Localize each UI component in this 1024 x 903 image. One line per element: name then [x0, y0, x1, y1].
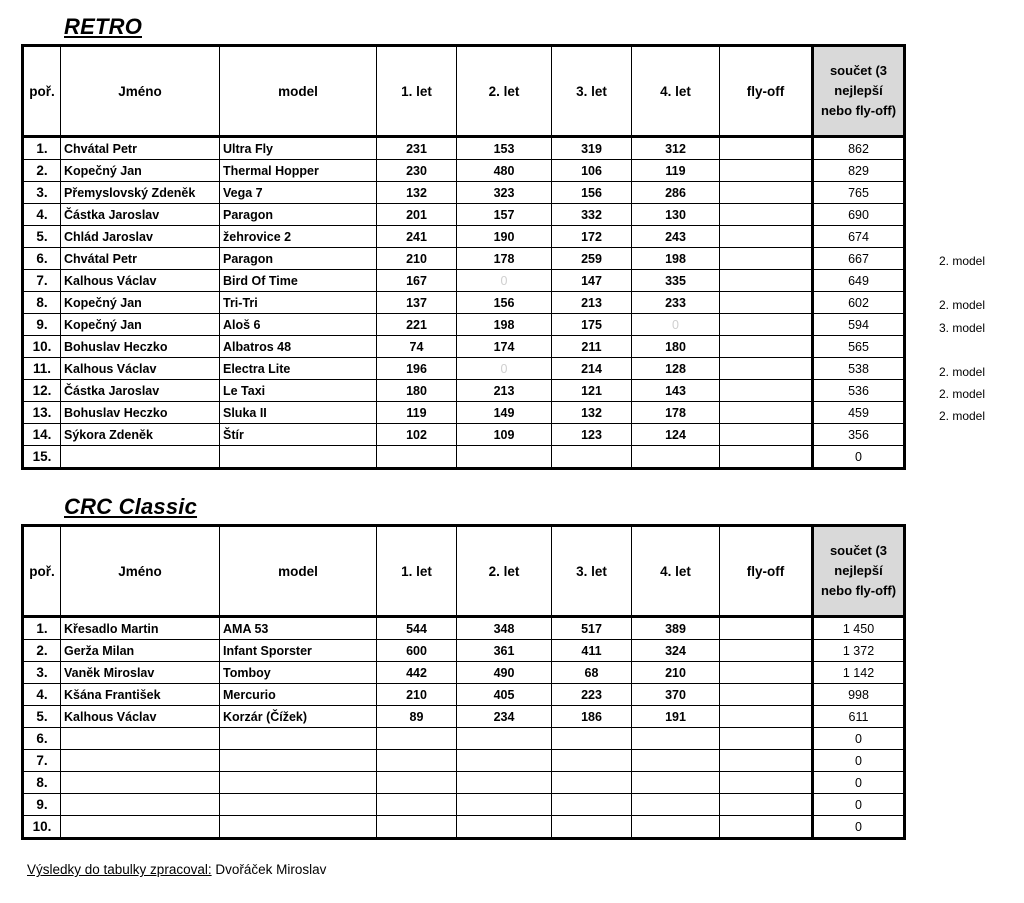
table-row	[23, 402, 905, 424]
flight-4-cell: 312	[632, 137, 720, 160]
column-header: model	[220, 526, 377, 617]
flight-3-cell: 156	[552, 182, 632, 204]
total-cell: 0	[813, 728, 905, 750]
total-cell: 0	[813, 446, 905, 469]
flight-3-cell: 68	[552, 662, 632, 684]
flight-1-cell: 201	[377, 204, 457, 226]
table-row	[23, 204, 905, 226]
name-cell	[61, 750, 220, 772]
fly-off-cell	[720, 314, 813, 336]
fly-off-cell	[720, 292, 813, 314]
flight-3-cell: 132	[552, 402, 632, 424]
flight-1-cell: 167	[377, 270, 457, 292]
fly-off-cell	[720, 336, 813, 358]
fly-off-cell	[720, 248, 813, 270]
rank-cell: 9.	[23, 794, 61, 816]
total-cell: 459	[813, 402, 905, 424]
name-cell: Bohuslav Heczko	[61, 336, 220, 358]
model-cell	[220, 446, 377, 469]
flight-4-cell: 178	[632, 402, 720, 424]
name-cell: Kalhous Václav	[61, 706, 220, 728]
column-header: součet (3 nejlepší nebo fly-off)	[813, 526, 905, 617]
flight-2-cell: 348	[457, 617, 552, 640]
model-cell	[220, 794, 377, 816]
footer	[27, 862, 326, 877]
footer-author: Dvořáček Miroslav	[215, 862, 327, 877]
flight-1-cell	[377, 446, 457, 469]
flight-4-cell	[632, 728, 720, 750]
fly-off-cell	[720, 816, 813, 839]
flight-1-cell: 89	[377, 706, 457, 728]
column-header: Jméno	[61, 526, 220, 617]
table-row	[23, 617, 905, 640]
model-cell	[220, 750, 377, 772]
retro-results-table	[21, 44, 906, 470]
column-header: 2. let	[457, 46, 552, 137]
model-cell: Electra Lite	[220, 358, 377, 380]
fly-off-cell	[720, 137, 813, 160]
flight-2-cell: 405	[457, 684, 552, 706]
flight-1-cell: 210	[377, 684, 457, 706]
flight-3-cell: 147	[552, 270, 632, 292]
model-note: 2. model	[939, 298, 986, 313]
model-note: 2. model	[939, 365, 986, 379]
total-cell: 1 372	[813, 640, 905, 662]
table-row	[23, 226, 905, 248]
fly-off-cell	[720, 182, 813, 204]
flight-3-cell	[552, 772, 632, 794]
flight-2-cell: 323	[457, 182, 552, 204]
flight-2-cell	[457, 750, 552, 772]
rank-cell: 14.	[23, 424, 61, 446]
fly-off-cell	[720, 794, 813, 816]
fly-off-cell	[720, 446, 813, 469]
rank-cell: 10.	[23, 816, 61, 839]
flight-1-cell	[377, 816, 457, 839]
name-cell	[61, 794, 220, 816]
model-cell: Tri-Tri	[220, 292, 377, 314]
table-row	[23, 728, 905, 750]
fly-off-cell	[720, 728, 813, 750]
name-cell	[61, 816, 220, 839]
flight-3-cell: 172	[552, 226, 632, 248]
table-row	[23, 314, 905, 336]
name-cell: Kopečný Jan	[61, 160, 220, 182]
model-cell: Mercurio	[220, 684, 377, 706]
flight-3-cell: 121	[552, 380, 632, 402]
table-row	[23, 446, 905, 469]
name-cell: Kšána František	[61, 684, 220, 706]
total-cell: 862	[813, 137, 905, 160]
total-cell: 690	[813, 204, 905, 226]
flight-4-cell: 0	[632, 314, 720, 336]
total-cell: 0	[813, 794, 905, 816]
total-cell: 594	[813, 314, 905, 336]
flight-2-cell: 153	[457, 137, 552, 160]
rank-cell: 3.	[23, 662, 61, 684]
flight-1-cell: 132	[377, 182, 457, 204]
model-note: 2. model	[939, 409, 986, 424]
flight-4-cell: 124	[632, 424, 720, 446]
flight-2-cell: 178	[457, 248, 552, 270]
flight-3-cell	[552, 446, 632, 469]
fly-off-cell	[720, 402, 813, 424]
flight-1-cell: 231	[377, 137, 457, 160]
name-cell: Gerža Milan	[61, 640, 220, 662]
flight-2-cell	[457, 772, 552, 794]
fly-off-cell	[720, 706, 813, 728]
rank-cell: 7.	[23, 750, 61, 772]
flight-2-cell: 190	[457, 226, 552, 248]
rank-cell: 7.	[23, 270, 61, 292]
rank-cell: 13.	[23, 402, 61, 424]
fly-off-cell	[720, 617, 813, 640]
flight-1-cell: 196	[377, 358, 457, 380]
flight-3-cell: 175	[552, 314, 632, 336]
flight-3-cell: 411	[552, 640, 632, 662]
flight-4-cell: 370	[632, 684, 720, 706]
fly-off-cell	[720, 204, 813, 226]
column-header: poř.	[23, 526, 61, 617]
fly-off-cell	[720, 270, 813, 292]
flight-1-cell	[377, 772, 457, 794]
total-cell: 649	[813, 270, 905, 292]
total-cell: 602	[813, 292, 905, 314]
flight-1-cell	[377, 728, 457, 750]
flight-2-cell: 109	[457, 424, 552, 446]
flight-1-cell: 137	[377, 292, 457, 314]
total-cell: 674	[813, 226, 905, 248]
table-row	[23, 160, 905, 182]
flight-2-cell: 0	[457, 358, 552, 380]
column-header: Jméno	[61, 46, 220, 137]
total-cell: 565	[813, 336, 905, 358]
flight-4-cell	[632, 794, 720, 816]
flight-1-cell: 241	[377, 226, 457, 248]
name-cell: Vaněk Miroslav	[61, 662, 220, 684]
flight-2-cell: 156	[457, 292, 552, 314]
total-cell: 536	[813, 380, 905, 402]
fly-off-cell	[720, 750, 813, 772]
fly-off-cell	[720, 424, 813, 446]
rank-cell: 15.	[23, 446, 61, 469]
crc-classic-title: CRC Classic	[64, 494, 198, 519]
name-cell: Kopečný Jan	[61, 314, 220, 336]
rank-cell: 3.	[23, 182, 61, 204]
model-cell: Albatros 48	[220, 336, 377, 358]
rank-cell: 12.	[23, 380, 61, 402]
column-header: 4. let	[632, 526, 720, 617]
flight-4-cell	[632, 772, 720, 794]
fly-off-cell	[720, 160, 813, 182]
name-cell: Chlád Jaroslav	[61, 226, 220, 248]
table-row	[23, 750, 905, 772]
table-row	[23, 137, 905, 160]
total-cell: 1 142	[813, 662, 905, 684]
flight-2-cell: 0	[457, 270, 552, 292]
flight-3-cell: 332	[552, 204, 632, 226]
rank-cell: 1.	[23, 137, 61, 160]
model-cell: Paragon	[220, 248, 377, 270]
rank-cell: 5.	[23, 706, 61, 728]
model-cell	[220, 772, 377, 794]
flight-3-cell: 223	[552, 684, 632, 706]
flight-2-cell	[457, 446, 552, 469]
total-cell: 611	[813, 706, 905, 728]
total-cell: 0	[813, 816, 905, 839]
flight-3-cell: 186	[552, 706, 632, 728]
rank-cell: 6.	[23, 248, 61, 270]
model-cell: Štír	[220, 424, 377, 446]
flight-4-cell	[632, 750, 720, 772]
name-cell: Přemyslovský Zdeněk	[61, 182, 220, 204]
name-cell	[61, 772, 220, 794]
flight-2-cell: 234	[457, 706, 552, 728]
name-cell: Chvátal Petr	[61, 137, 220, 160]
model-cell: Korzár (Čížek)	[220, 706, 377, 728]
flight-4-cell	[632, 816, 720, 839]
footer-label: Výsledky do tabulky zpracoval:	[27, 862, 212, 877]
column-header: 1. let	[377, 526, 457, 617]
retro-title: RETRO	[64, 14, 142, 39]
fly-off-cell	[720, 640, 813, 662]
column-header: součet (3 nejlepší nebo fly-off)	[813, 46, 905, 137]
flight-1-cell: 600	[377, 640, 457, 662]
table-row	[23, 270, 905, 292]
flight-2-cell: 149	[457, 402, 552, 424]
rank-cell: 9.	[23, 314, 61, 336]
flight-4-cell: 119	[632, 160, 720, 182]
name-cell: Křesadlo Martin	[61, 617, 220, 640]
flight-2-cell	[457, 816, 552, 839]
flight-3-cell	[552, 750, 632, 772]
flight-1-cell: 119	[377, 402, 457, 424]
flight-4-cell: 130	[632, 204, 720, 226]
flight-4-cell: 324	[632, 640, 720, 662]
model-cell	[220, 816, 377, 839]
model-cell: Thermal Hopper	[220, 160, 377, 182]
column-header: poř.	[23, 46, 61, 137]
flight-3-cell: 319	[552, 137, 632, 160]
total-cell: 1 450	[813, 617, 905, 640]
model-cell: AMA 53	[220, 617, 377, 640]
column-header: 1. let	[377, 46, 457, 137]
model-cell	[220, 728, 377, 750]
rank-cell: 11.	[23, 358, 61, 380]
table-row	[23, 706, 905, 728]
total-cell: 998	[813, 684, 905, 706]
name-cell: Sýkora Zdeněk	[61, 424, 220, 446]
fly-off-cell	[720, 358, 813, 380]
column-header: 2. let	[457, 526, 552, 617]
total-cell: 0	[813, 750, 905, 772]
flight-4-cell	[632, 446, 720, 469]
rank-cell: 8.	[23, 292, 61, 314]
name-cell: Částka Jaroslav	[61, 380, 220, 402]
table-row	[23, 684, 905, 706]
rank-cell: 5.	[23, 226, 61, 248]
flight-4-cell: 210	[632, 662, 720, 684]
flight-3-cell	[552, 816, 632, 839]
flight-1-cell	[377, 750, 457, 772]
table-row	[23, 182, 905, 204]
table-row	[23, 816, 905, 839]
table-row	[23, 358, 905, 380]
flight-1-cell: 210	[377, 248, 457, 270]
name-cell: Kalhous Václav	[61, 358, 220, 380]
table-row	[23, 380, 905, 402]
model-cell: žehrovice 2	[220, 226, 377, 248]
total-cell: 0	[813, 772, 905, 794]
flight-1-cell: 102	[377, 424, 457, 446]
table-row	[23, 772, 905, 794]
table-row	[23, 662, 905, 684]
name-cell	[61, 446, 220, 469]
flight-2-cell	[457, 728, 552, 750]
table-row	[23, 640, 905, 662]
column-header: fly-off	[720, 526, 813, 617]
fly-off-cell	[720, 772, 813, 794]
flight-4-cell: 128	[632, 358, 720, 380]
flight-1-cell: 221	[377, 314, 457, 336]
model-cell: Paragon	[220, 204, 377, 226]
rank-cell: 4.	[23, 684, 61, 706]
total-cell: 667	[813, 248, 905, 270]
name-cell: Kalhous Václav	[61, 270, 220, 292]
model-cell: Sluka II	[220, 402, 377, 424]
flight-1-cell	[377, 794, 457, 816]
model-cell: Infant Sporster	[220, 640, 377, 662]
flight-4-cell: 389	[632, 617, 720, 640]
table-row	[23, 292, 905, 314]
flight-3-cell: 517	[552, 617, 632, 640]
name-cell: Chvátal Petr	[61, 248, 220, 270]
name-cell: Kopečný Jan	[61, 292, 220, 314]
total-cell: 356	[813, 424, 905, 446]
table-row	[23, 794, 905, 816]
rank-cell: 10.	[23, 336, 61, 358]
total-cell: 538	[813, 358, 905, 380]
flight-4-cell: 243	[632, 226, 720, 248]
flight-4-cell: 286	[632, 182, 720, 204]
flight-3-cell: 259	[552, 248, 632, 270]
rank-cell: 8.	[23, 772, 61, 794]
fly-off-cell	[720, 380, 813, 402]
flight-4-cell: 143	[632, 380, 720, 402]
rank-cell: 1.	[23, 617, 61, 640]
rank-cell: 2.	[23, 160, 61, 182]
model-cell: Tomboy	[220, 662, 377, 684]
column-header: 4. let	[632, 46, 720, 137]
flight-2-cell	[457, 794, 552, 816]
header-row	[23, 46, 905, 137]
flight-3-cell	[552, 794, 632, 816]
column-header: model	[220, 46, 377, 137]
flight-4-cell: 180	[632, 336, 720, 358]
flight-1-cell: 442	[377, 662, 457, 684]
crc-classic-results-table	[21, 524, 906, 840]
flight-4-cell: 198	[632, 248, 720, 270]
flight-4-cell: 233	[632, 292, 720, 314]
total-cell: 765	[813, 182, 905, 204]
flight-3-cell: 106	[552, 160, 632, 182]
flight-1-cell: 230	[377, 160, 457, 182]
model-cell: Bird Of Time	[220, 270, 377, 292]
model-cell: Vega 7	[220, 182, 377, 204]
flight-2-cell: 174	[457, 336, 552, 358]
column-header: 3. let	[552, 526, 632, 617]
flight-2-cell: 361	[457, 640, 552, 662]
flight-1-cell: 74	[377, 336, 457, 358]
flight-2-cell: 213	[457, 380, 552, 402]
model-cell: Aloš 6	[220, 314, 377, 336]
model-note: 2. model	[939, 254, 986, 268]
rank-cell: 2.	[23, 640, 61, 662]
table-row	[23, 248, 905, 270]
flight-3-cell	[552, 728, 632, 750]
column-header: fly-off	[720, 46, 813, 137]
flight-4-cell: 335	[632, 270, 720, 292]
model-cell: Le Taxi	[220, 380, 377, 402]
flight-3-cell: 211	[552, 336, 632, 358]
fly-off-cell	[720, 662, 813, 684]
name-cell: Bohuslav Heczko	[61, 402, 220, 424]
flight-4-cell: 191	[632, 706, 720, 728]
name-cell: Částka Jaroslav	[61, 204, 220, 226]
name-cell	[61, 728, 220, 750]
model-cell: Ultra Fly	[220, 137, 377, 160]
flight-1-cell: 544	[377, 617, 457, 640]
column-header: 3. let	[552, 46, 632, 137]
fly-off-cell	[720, 226, 813, 248]
header-row	[23, 526, 905, 617]
flight-2-cell: 480	[457, 160, 552, 182]
flight-2-cell: 198	[457, 314, 552, 336]
rank-cell: 4.	[23, 204, 61, 226]
flight-2-cell: 490	[457, 662, 552, 684]
fly-off-cell	[720, 684, 813, 706]
rank-cell: 6.	[23, 728, 61, 750]
flight-3-cell: 214	[552, 358, 632, 380]
flight-2-cell: 157	[457, 204, 552, 226]
flight-1-cell: 180	[377, 380, 457, 402]
flight-3-cell: 123	[552, 424, 632, 446]
total-cell: 829	[813, 160, 905, 182]
flight-3-cell: 213	[552, 292, 632, 314]
model-note: 3. model	[939, 320, 986, 335]
table-row	[23, 336, 905, 358]
model-note: 2. model	[939, 387, 986, 402]
table-row	[23, 424, 905, 446]
